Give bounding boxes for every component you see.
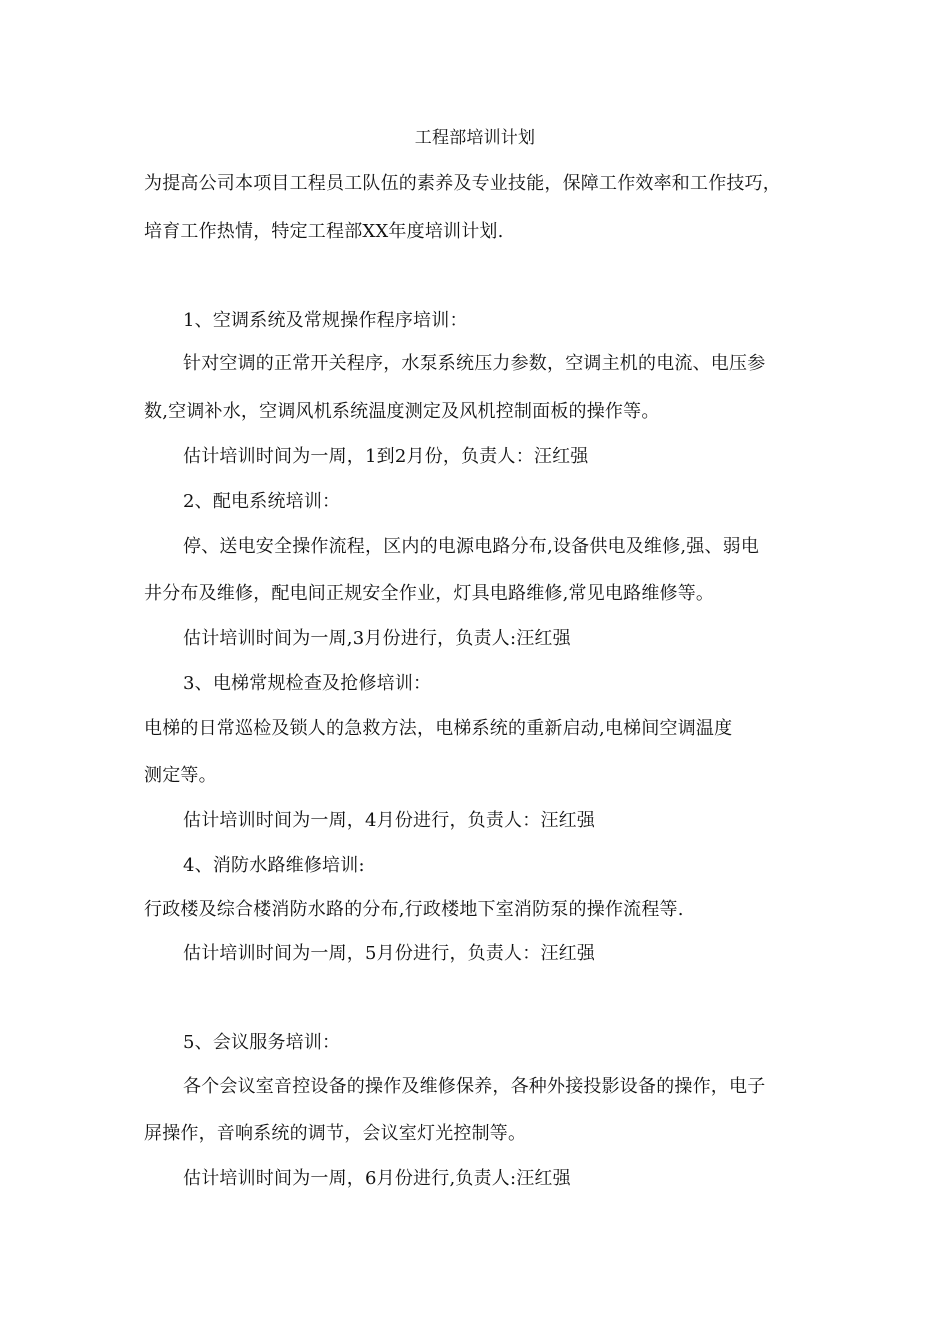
section-2-heading: 2、配电系统培训： <box>183 491 341 512</box>
section-3-schedule: 估计培训时间为一周，4月份进行，负责人：汪红强 <box>183 810 596 831</box>
section-1-heading: 1、空调系统及常规操作程序培训： <box>183 310 468 331</box>
section-5-body-line-2: 屏操作，音响系统的调节，会议室灯光控制等。 <box>144 1123 527 1144</box>
section-4-heading: 4、消防水路维修培训: <box>183 855 365 876</box>
section-3-body-line-2: 测定等。 <box>144 765 217 786</box>
section-3-heading: 3、电梯常规检查及抢修培训： <box>183 673 432 694</box>
intro-line-1: 为提高公司本项目工程员工队伍的素养及专业技能，保障工作效率和工作技巧， <box>144 173 781 194</box>
section-5-heading: 5、会议服务培训： <box>183 1032 341 1053</box>
section-5-body-line-1: 各个会议室音控设备的操作及维修保养，各种外接投影设备的操作，电子 <box>183 1076 766 1097</box>
section-1-body-line-1: 针对空调的正常开关程序，水泵系统压力参数，空调主机的电流、电压参 <box>183 353 766 374</box>
section-2-schedule: 估计培训时间为一周,3月份进行，负责人:汪红强 <box>183 628 571 649</box>
document-title: 工程部培训计划 <box>414 128 536 148</box>
intro-line-2: 培育工作热情，特定工程部XX年度培训计划. <box>144 221 504 242</box>
section-2-body-line-1: 停、送电安全操作流程，区内的电源电路分布,设备供电及维修,强、弱电 <box>183 536 760 557</box>
section-2-body-line-2: 井分布及维修，配电间正规安全作业，灯具电路维修,常见电路维修等。 <box>144 583 715 604</box>
section-5-schedule: 估计培训时间为一周，6月份进行,负责人:汪红强 <box>183 1168 571 1189</box>
section-3-body-line-1: 电梯的日常巡检及锁人的急救方法，电梯系统的重新启动,电梯间空调温度 <box>144 718 733 739</box>
section-4-body-line-1: 行政楼及综合楼消防水路的分布,行政楼地下室消防泵的操作流程等. <box>144 899 684 920</box>
section-1-schedule: 估计培训时间为一周，1到2月份，负责人：汪红强 <box>183 446 589 467</box>
section-4-schedule: 估计培训时间为一周，5月份进行，负责人：汪红强 <box>183 943 596 964</box>
section-1-body-line-2: 数,空调补水，空调风机系统温度测定及风机控制面板的操作等。 <box>144 401 660 422</box>
